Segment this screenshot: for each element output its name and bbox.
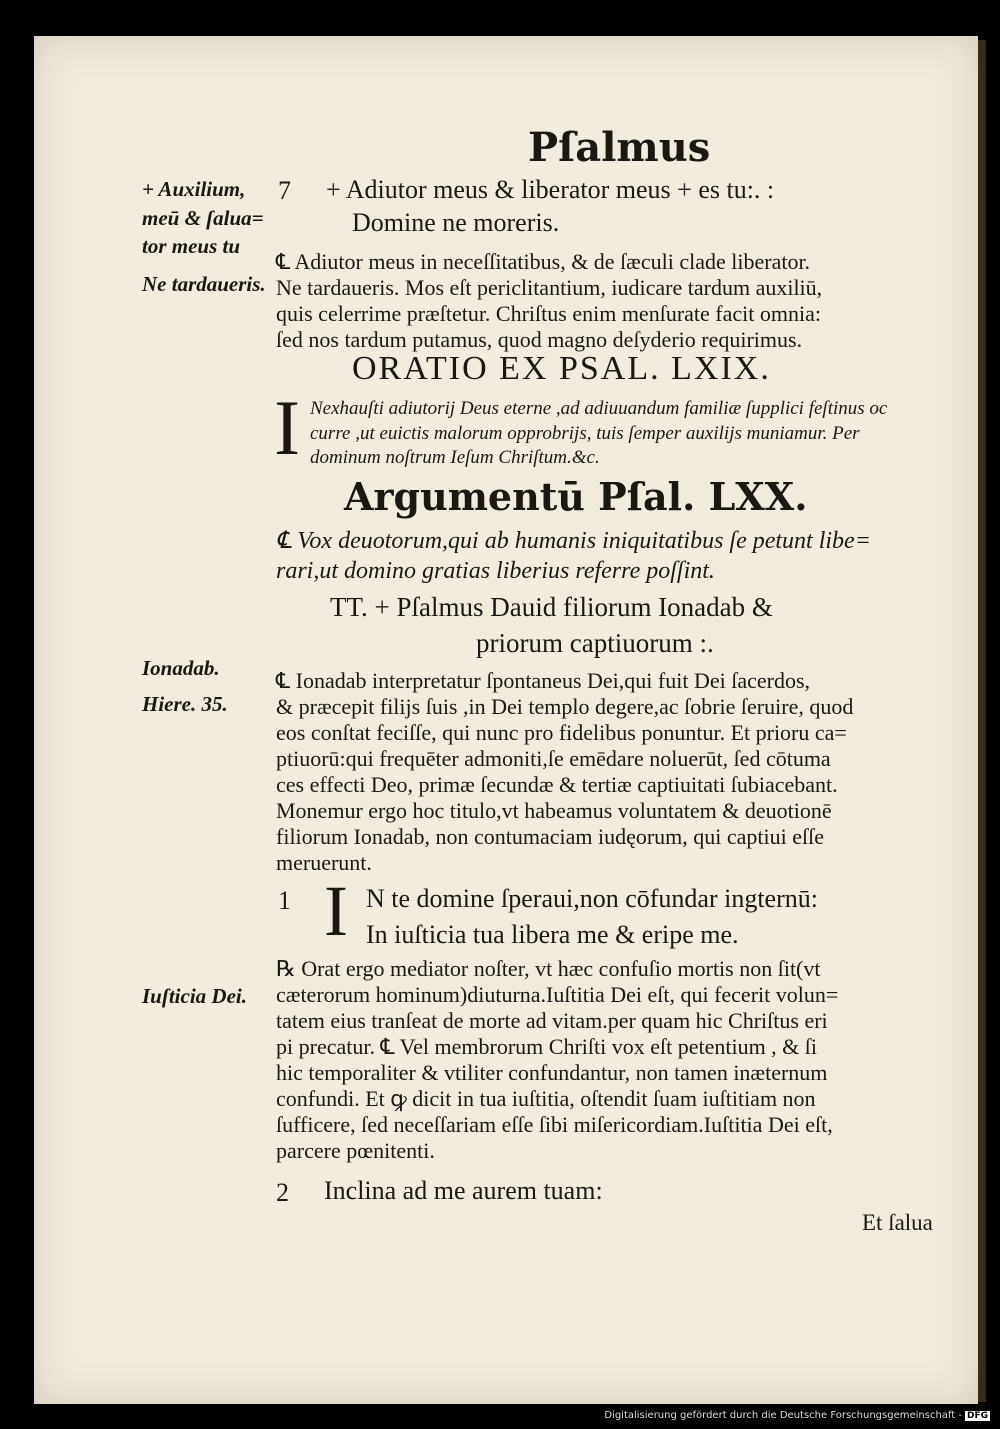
margin-note: Ionadab. xyxy=(142,656,220,680)
verse-number: 2 xyxy=(276,1178,289,1207)
psalm-title-line: TT. + Pſalmus Dauid filiorum Ionadab & xyxy=(330,592,773,622)
margin-note: Ne tardaueris. xyxy=(142,272,266,296)
verse-line: Inclina ad me aurem tuam: xyxy=(324,1176,603,1205)
verse-number: 7 xyxy=(278,176,291,205)
commentary-line: ſufficere, ſed neceſſariam eſſe ſibi miſericordiam.Iuſtitia Dei eſt, xyxy=(276,1112,833,1137)
commentary-line: parcere pœnitenti. xyxy=(276,1138,435,1163)
commentary-line: pi precatur. ℄ Vel membrorum Chriſti vox eſt petentium , & ſi xyxy=(276,1034,818,1059)
commentary-line: hic temporaliter & vtiliter confundantur, non tamen inæternum xyxy=(276,1060,828,1085)
oratio-initial: I xyxy=(274,384,300,471)
commentary-line: filiorum Ionadab, non contumaciam iudęorum, qui captiui eſſe xyxy=(276,824,825,849)
commentary-line: ſed nos tardum putamus, quod magno deſyderio requirimus. xyxy=(276,327,803,352)
commentary-line: cæterorum hominum)diuturna.Iuſtitia Dei eſt, qui fecerit volun= xyxy=(276,982,839,1007)
verse-number: 1 xyxy=(278,886,291,915)
commentary-line: tatem eius tranſeat de morte ad vitam.per quam hic Chriſtus eri xyxy=(276,1008,828,1033)
page-edge xyxy=(978,40,986,1402)
oratio-line: curre ,ut euictis malorum opprobrijs, tuis ſemper auxilijs muniamur. Per xyxy=(310,423,860,444)
verse-line: + Adiutor meus & liberator meus + es tu:. : xyxy=(326,175,775,204)
commentary-line: & præcepit filijs ſuis ,in Dei templo degere,ac ſobrie ſeruire, quod xyxy=(276,694,854,719)
commentary-line: ptiuorū:qui frequēter admoniti,ſe emēdare noluerūt, ſed cōtuma xyxy=(276,746,831,771)
digitization-footer xyxy=(604,1410,990,1421)
margin-note: + Auxilium, xyxy=(142,177,246,201)
commentary-line: eos conſtat feciſſe, qui nunc pro fidelibus ponuntur. Et prioru ca= xyxy=(276,720,847,745)
psalm-title-line: priorum captiuorum :. xyxy=(476,628,714,658)
oratio-line: dominum noſtrum Ieſum Chriſtum.&c. xyxy=(310,447,600,468)
argumentum-line: rari,ut domino gratias liberius referre poſſint. xyxy=(276,558,715,584)
argumentum-line: ℄ Vox deuotorum,qui ab humanis iniquitatibus ſe petunt libe= xyxy=(276,528,871,554)
page-header-title: Pſalmus xyxy=(528,124,711,171)
footer-text: Digitalisierung gefördert durch die Deutsche Forschungsgemeinschaft - xyxy=(604,1410,962,1421)
commentary-line: ℞ Orat ergo mediator noſter, vt hæc confuſio mortis non ſit(vt xyxy=(276,956,821,981)
commentary-line: ces effecti Deo, primæ ſecundæ & tertiæ captiuitati ſubiacebant. xyxy=(276,772,838,797)
oratio-line: Nexhauſti adiutorij Deus eterne ,ad adiuuandum familiæ ſupplici feſtinus oc xyxy=(310,398,888,419)
verse-line: Domine ne moreris. xyxy=(352,208,560,237)
verse-line: In iuſticia tua libera me & eripe me. xyxy=(366,920,739,949)
argumentum-heading: Argumentū Pſal. LXX. xyxy=(344,474,808,519)
catchword: Et ſalua xyxy=(862,1210,933,1235)
margin-note: Hiere. 35. xyxy=(142,692,228,716)
commentary-line: Ne tardaueris. Mos eſt periclitantium, iudicare tardum auxiliū, xyxy=(276,275,823,300)
commentary-line: confundi. Et ꝙ dicit in tua iuſtitia, oſtendit ſuam iuſtitiam non xyxy=(276,1086,816,1111)
commentary-line: Monemur ergo hoc titulo,vt habeamus voluntatem & deuotionē xyxy=(276,798,832,823)
verse-line: N te domine ſperaui,non cōfundar ingternū: xyxy=(366,884,818,913)
verse-initial: I xyxy=(324,871,348,951)
oratio-heading: ORATIO EX PSAL. LXIX. xyxy=(352,350,771,387)
dfg-logo: DFG xyxy=(966,1411,988,1421)
commentary-line: ℄ Ionadab interpretatur ſpontaneus Dei,qui fuit Dei ſacerdos, xyxy=(276,668,811,693)
margin-note: tor meus tu xyxy=(142,234,241,258)
commentary-line: quis celerrime præſtetur. Chriſtus enim menſurate facit omnia: xyxy=(276,301,821,326)
margin-note: Iuſticia Dei. xyxy=(142,984,247,1008)
commentary-line: ℄ Adiutor meus in neceſſitatibus, & de ſæculi clade liberator. xyxy=(276,249,811,274)
margin-note: meū & ſalua= xyxy=(142,206,264,230)
commentary-line: meruerunt. xyxy=(276,850,372,875)
